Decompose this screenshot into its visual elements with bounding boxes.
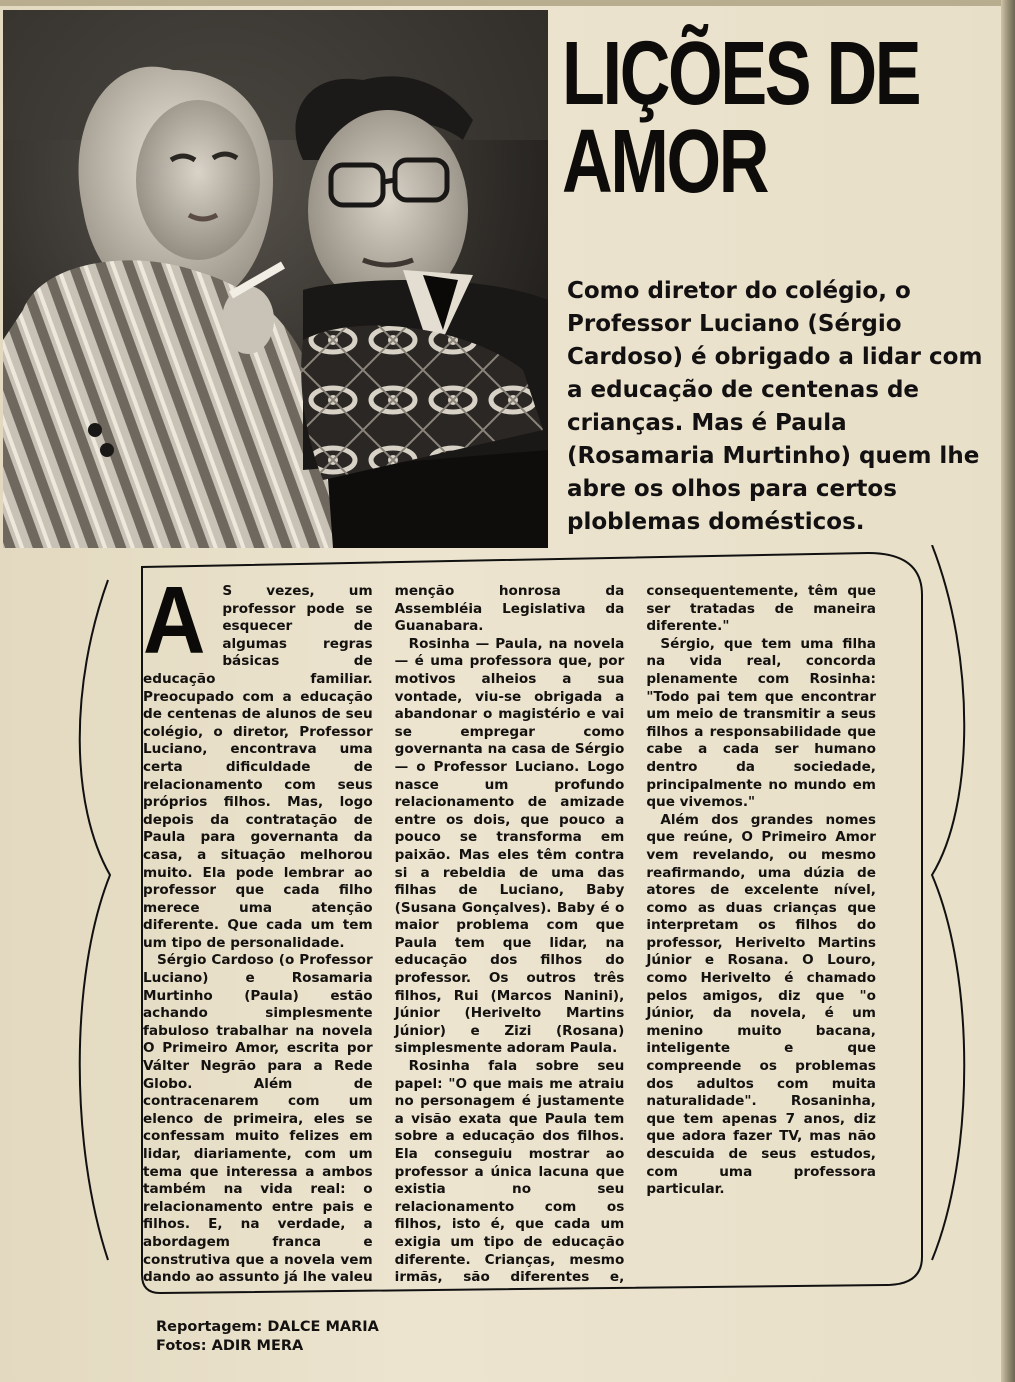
article-credits	[156, 1318, 379, 1356]
credit-reportagem: Reportagem: DALCE MARIA	[156, 1319, 379, 1335]
photo-illustration	[3, 10, 548, 548]
article-paragraph-2: Sérgio Cardoso (o Professor Luciano) e Rosamaria Murtinho (Paula) estão achando simplesmente fabuloso trabalhar na novela O Primeiro Amor, escrita por Válter Negrão para a Rede Globo. Além de contracenarem com um elenco de primeira, eles se confessam muito felizes em lidar, diariamente, com um tema que interessa a ambos também na vida real: o relacionamento entre pais e filhos. E, na verdade, a abordagem franca e construtiva que a novela vem dando ao assunto já lhe valeu menção honrosa da Assembléia Legislativa da Guanabara.	[143, 583, 625, 1286]
drop-cap: A	[143, 567, 206, 674]
article-subtitle: Como diretor do colégio, o Professor Luciano (Sérgio Cardoso) é obrigado a lidar com a educação de centenas de crianças. Mas é Paula (Rosamaria Murtinho) quem lhe abre os olhos para certos ploblemas domésticos.	[567, 278, 983, 535]
article-body	[143, 567, 876, 1288]
article-title-line1: LIÇÕES DE	[562, 24, 920, 124]
article-title	[562, 24, 920, 212]
page-top-edge	[0, 0, 1015, 6]
article-paragraph-4: Rosinha fala sobre seu papel: "O que mais me atraiu no personagem é justamente a visão exata que Paula tem sobre a educação dos filhos. Ela conseguiu mostrar ao professor a única lacuna que existia no seu relacionamento com os filhos, isto é, que cada um exigia um tipo de educação diferente. Crianças, mesmo irmãs, são diferentes e, consequentemente, têm que ser tratadas de maneira diferente."	[394, 583, 876, 1286]
article-title-line2: AMOR	[562, 112, 768, 212]
credit-fotos: Fotos: ADIR MERA	[156, 1338, 304, 1354]
article-paragraph-1-text: S vezes, um professor pode se esquecer de algumas regras básicas de educação familiar. Preocupado com a educação de centenas de alunos de seu colégio, o diretor, Professor Luciano, encontrava uma certa dificuldade de relacionamento com seus próprios filhos. Mas, logo depois da contratação de Paula para governanta da casa, a situação melhorou muito. Ela pode lembrar ao professor que cada filho merece uma atenção diferente. Que cada um tem um tipo de personalidade.	[143, 583, 373, 951]
article-paragraph-1	[143, 567, 373, 952]
article-paragraph-5: Sérgio, que tem uma filha na vida real, concorda plenamente com Rosinha: "Todo pai tem que encontrar um meio de transmitir a seus filhos a responsabilidade que cabe a cada ser humano dentro da sociedade, principalmente no mundo em que vivemos."	[646, 635, 876, 811]
page-right-edge	[1001, 0, 1015, 1382]
article-paragraph-3: Rosinha — Paula, na novela — é uma professora que, por motivos alheios a sua vontade, viu-se obrigada a abandonar o magistério e vai se empregar como governanta na casa de Sérgio — o Professor Luciano. Logo nasce um profundo relacionamento de amizade entre os dois, que pouco a pouco se transforma em paixão. Mas eles têm contra si a rebeldia de uma das filhas de Luciano, Baby (Susana Gonçalves). Baby é o maior problema com que Paula tem que lidar, na educação dos filhos do professor. Os outros três filhos, Rui (Marcos Nanini), Júnior (Herivelto Martins Júnior) e Zizi (Rosana) simplesmente adoram Paula.	[394, 635, 625, 1057]
photo-couple	[3, 10, 548, 548]
article-paragraph-6: Além dos grandes nomes que reúne, O Primeiro Amor vem revelando, ou mesmo reafirmando, uma dúzia de atores de excelente nível, como as duas crianças que interpretam os filhos do professor, Herivelto Martins Júnior e Rosana. O Louro, como Herivelto é chamado pelos amigos, diz que "o Júnior, da novela, é um menino muito bacana, inteligente e que compreende os problemas dos adultos com muita naturalidade". Rosaninha, que tem apenas 7 anos, diz que adora fazer TV, mas não descuida de seus estudos, com uma professora particular.	[646, 811, 876, 1198]
